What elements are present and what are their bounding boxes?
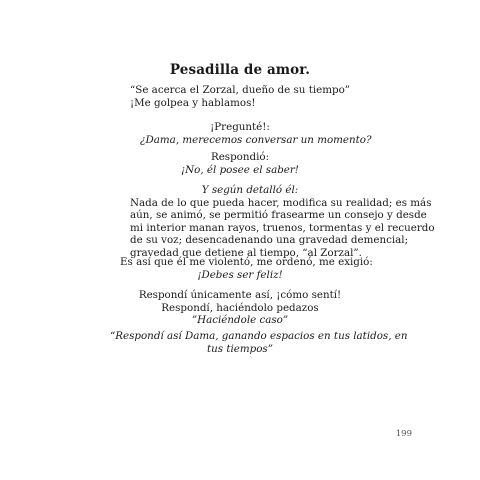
stanza-6-line-2: Respondí, haciéndolo pedazos — [161, 301, 319, 314]
stanza-7-line-1: “Respondí así Dama, ganando espacios en tus latidos, en — [110, 330, 408, 342]
stanza-1 — [130, 84, 370, 109]
stanza-3-line-1: Respondió: — [210, 151, 270, 163]
stanza-6-line-1: Respondí únicamente así, ¡cómo sentí! — [138, 289, 342, 301]
stanza-4-line-1: Nada de lo que pueda hacer, modifica su realidad; es más — [130, 196, 432, 209]
stanza-6-line-3: ”Haciéndole caso” — [191, 314, 289, 327]
stanza-2-line-2: ¿Dama, merecemos conversar un momento? — [140, 133, 372, 146]
stanza-5-line-2: ¡Debes ser feliz! — [197, 268, 283, 281]
stanza-7 — [110, 330, 408, 355]
stanza-3-line-2: ¡No, él posee el saber! — [181, 163, 299, 176]
stanza-1-line-1: “Se acerca el Zorzal, dueño de su tiempo” — [130, 84, 351, 96]
stanza-4-line-2: aún, se animó, se permitió frasearme un consejo y desde — [130, 209, 427, 222]
stanza-4-lead: Y según detalló él: — [201, 184, 299, 196]
stanza-4-body — [130, 196, 435, 260]
stanza-6 — [120, 289, 360, 327]
poem-title: Pesadilla de amor. — [169, 62, 311, 78]
stanza-4-line-3: mi interior manan rayos, truenos, tormentas y el recuerdo — [130, 221, 435, 234]
stanza-4-line-4: de su voz; desencadenando una gravedad demencial; — [130, 234, 409, 247]
page-number: 199 — [395, 429, 412, 439]
stanza-2 — [140, 121, 372, 146]
stanza-5 — [120, 256, 373, 281]
stanza-7-line-2: tus tiempos” — [207, 342, 273, 355]
stanza-2-line-1: ¡Pregunté!: — [210, 121, 270, 133]
stanza-5-line-1: Es así que él me violentó, me ordenó, me exigió: — [120, 256, 373, 268]
stanza-1-line-2: ¡Me golpea y hablamos! — [130, 96, 256, 109]
stanza-3 — [140, 151, 340, 176]
stanza-4-line-5: gravedad que detiene al tiempo, “al Zorzal”. — [130, 246, 362, 259]
stanza-4 — [130, 184, 435, 260]
